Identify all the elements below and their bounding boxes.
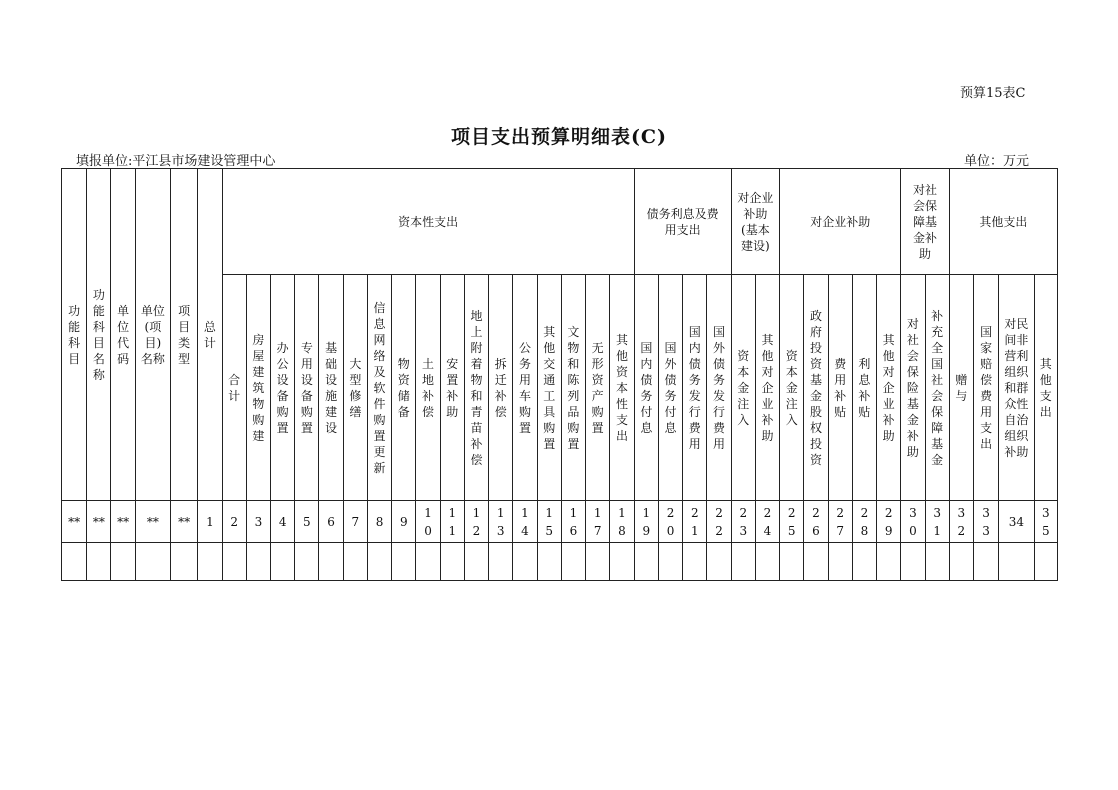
data-cell[interactable] <box>780 543 804 581</box>
currency-unit: 单位：万元 <box>964 154 1030 169</box>
sub-header: 国内债务发行费用 <box>683 275 707 501</box>
code-cell: 21 <box>683 501 707 543</box>
group-capital-expenditure: 资本性支出 <box>222 169 634 275</box>
sub-header: 拆迁补偿 <box>489 275 513 501</box>
code-cell: 12 <box>464 501 488 543</box>
group-social-security-subsidy: 对社会保障基金补助 <box>901 169 949 275</box>
code-cell: 18 <box>610 501 634 543</box>
data-cell[interactable] <box>246 543 270 581</box>
group-other-expenditure: 其他支出 <box>949 169 1057 275</box>
data-cell[interactable] <box>62 543 87 581</box>
code-cell: ** <box>171 501 198 543</box>
sub-header: 无形资产购置 <box>586 275 610 501</box>
data-cell[interactable] <box>999 543 1034 581</box>
data-cell[interactable] <box>634 543 658 581</box>
code-cell: 34 <box>999 501 1034 543</box>
code-cell: 30 <box>901 501 925 543</box>
code-cell: 13 <box>489 501 513 543</box>
code-cell: ** <box>87 501 111 543</box>
data-cell[interactable] <box>755 543 779 581</box>
code-cell: 5 <box>295 501 319 543</box>
code-cell: 23 <box>731 501 755 543</box>
sub-header: 费用补贴 <box>828 275 852 501</box>
code-cell: 11 <box>440 501 464 543</box>
data-cell[interactable] <box>707 543 731 581</box>
code-cell: 17 <box>586 501 610 543</box>
data-cell[interactable] <box>925 543 949 581</box>
sub-header: 国外债务发行费用 <box>707 275 731 501</box>
code-cell: 28 <box>852 501 876 543</box>
code-cell: 26 <box>804 501 828 543</box>
data-cell[interactable] <box>1034 543 1057 581</box>
data-cell[interactable] <box>949 543 973 581</box>
code-cell: ** <box>135 501 170 543</box>
sub-header: 物资储备 <box>392 275 416 501</box>
sub-header: 其他对企业补助 <box>877 275 901 501</box>
sub-header: 信息网络及软件购置更新 <box>367 275 391 501</box>
sub-header: 安置补助 <box>440 275 464 501</box>
data-cell[interactable] <box>586 543 610 581</box>
empty-data-row <box>62 543 1058 581</box>
sub-header: 大型修缮 <box>343 275 367 501</box>
sub-header: 公务用车购置 <box>513 275 537 501</box>
code-cell: 20 <box>658 501 682 543</box>
code-row <box>62 501 1058 543</box>
data-cell[interactable] <box>319 543 343 581</box>
sub-header: 其他对企业补助 <box>755 275 779 501</box>
sub-header: 对民间非营利组织和群众性自治组织补助 <box>999 275 1034 501</box>
data-cell[interactable] <box>367 543 391 581</box>
sub-header: 国内债务付息 <box>634 275 658 501</box>
sub-header: 文物和陈列品购置 <box>561 275 585 501</box>
code-cell: 35 <box>1034 501 1057 543</box>
sub-header: 基础设施建设 <box>319 275 343 501</box>
data-cell[interactable] <box>198 543 222 581</box>
code-cell: 7 <box>343 501 367 543</box>
data-cell[interactable] <box>610 543 634 581</box>
data-cell[interactable] <box>513 543 537 581</box>
data-cell[interactable] <box>222 543 246 581</box>
data-cell[interactable] <box>295 543 319 581</box>
code-cell: 8 <box>367 501 391 543</box>
code-cell: 25 <box>780 501 804 543</box>
code-cell: 33 <box>974 501 999 543</box>
data-cell[interactable] <box>135 543 170 581</box>
sub-header: 合计 <box>222 275 246 501</box>
data-cell[interactable] <box>852 543 876 581</box>
data-cell[interactable] <box>416 543 440 581</box>
data-cell[interactable] <box>537 543 561 581</box>
sub-header: 专用设备购置 <box>295 275 319 501</box>
header-total: 总计 <box>198 169 222 501</box>
code-cell: ** <box>62 501 87 543</box>
sub-header: 其他交通工具购置 <box>537 275 561 501</box>
data-cell[interactable] <box>392 543 416 581</box>
sub-header: 国家赔偿费用支出 <box>974 275 999 501</box>
code-cell: 32 <box>949 501 973 543</box>
code-cell: ** <box>111 501 135 543</box>
sub-header: 赠与 <box>949 275 973 501</box>
code-cell: 24 <box>755 501 779 543</box>
data-cell[interactable] <box>440 543 464 581</box>
code-cell: 1 <box>198 501 222 543</box>
sub-header: 办公设备购置 <box>271 275 295 501</box>
group-enterprise-subsidy-basic: 对企业补助(基本建设) <box>731 169 779 275</box>
group-enterprise-subsidy: 对企业补助 <box>780 169 901 275</box>
data-cell[interactable] <box>683 543 707 581</box>
data-cell[interactable] <box>658 543 682 581</box>
data-cell[interactable] <box>901 543 925 581</box>
header-project-type: 项目类型 <box>171 169 198 501</box>
code-cell: 14 <box>513 501 537 543</box>
sub-header: 资本金注入 <box>780 275 804 501</box>
data-cell[interactable] <box>804 543 828 581</box>
data-cell[interactable] <box>171 543 198 581</box>
code-cell: 10 <box>416 501 440 543</box>
sub-header: 对社会保险基金补助 <box>901 275 925 501</box>
data-cell[interactable] <box>561 543 585 581</box>
code-cell: 19 <box>634 501 658 543</box>
code-cell: 2 <box>222 501 246 543</box>
sub-header: 地上附着物和青苗补偿 <box>464 275 488 501</box>
data-cell[interactable] <box>343 543 367 581</box>
code-cell: 22 <box>707 501 731 543</box>
sub-header: 土地补偿 <box>416 275 440 501</box>
code-cell: 3 <box>246 501 270 543</box>
data-cell[interactable] <box>974 543 999 581</box>
code-cell: 6 <box>319 501 343 543</box>
form-number: 预算15表C <box>960 86 1026 101</box>
data-cell[interactable] <box>271 543 295 581</box>
data-cell[interactable] <box>731 543 755 581</box>
sub-header: 补充全国社会保障基金 <box>925 275 949 501</box>
header-function-subject-name: 功能科目名称 <box>87 169 111 501</box>
budget-table <box>61 168 1058 581</box>
sub-header: 利息补贴 <box>852 275 876 501</box>
data-cell[interactable] <box>464 543 488 581</box>
data-cell[interactable] <box>87 543 111 581</box>
sub-header: 房屋建筑物购建 <box>246 275 270 501</box>
header-unit-project-name: 单位(项目)名称 <box>135 169 170 501</box>
header-unit-code: 单位代码 <box>111 169 135 501</box>
code-cell: 29 <box>877 501 901 543</box>
sub-header: 其他资本性支出 <box>610 275 634 501</box>
code-cell: 9 <box>392 501 416 543</box>
code-cell: 15 <box>537 501 561 543</box>
header-function-subject: 功能科目 <box>62 169 87 501</box>
data-cell[interactable] <box>489 543 513 581</box>
data-cell[interactable] <box>111 543 135 581</box>
sub-header: 国外债务付息 <box>658 275 682 501</box>
sub-header: 资本金注入 <box>731 275 755 501</box>
group-debt-interest: 债务利息及费用支出 <box>634 169 731 275</box>
code-cell: 4 <box>271 501 295 543</box>
code-cell: 16 <box>561 501 585 543</box>
data-cell[interactable] <box>828 543 852 581</box>
filing-unit: 填报单位:平江县市场建设管理中心 <box>76 154 276 169</box>
code-cell: 27 <box>828 501 852 543</box>
page-title: 项目支出预算明细表(C) <box>450 126 668 148</box>
sub-header: 政府投资基金股权投资 <box>804 275 828 501</box>
sub-header: 其他支出 <box>1034 275 1057 501</box>
code-cell: 31 <box>925 501 949 543</box>
data-cell[interactable] <box>877 543 901 581</box>
